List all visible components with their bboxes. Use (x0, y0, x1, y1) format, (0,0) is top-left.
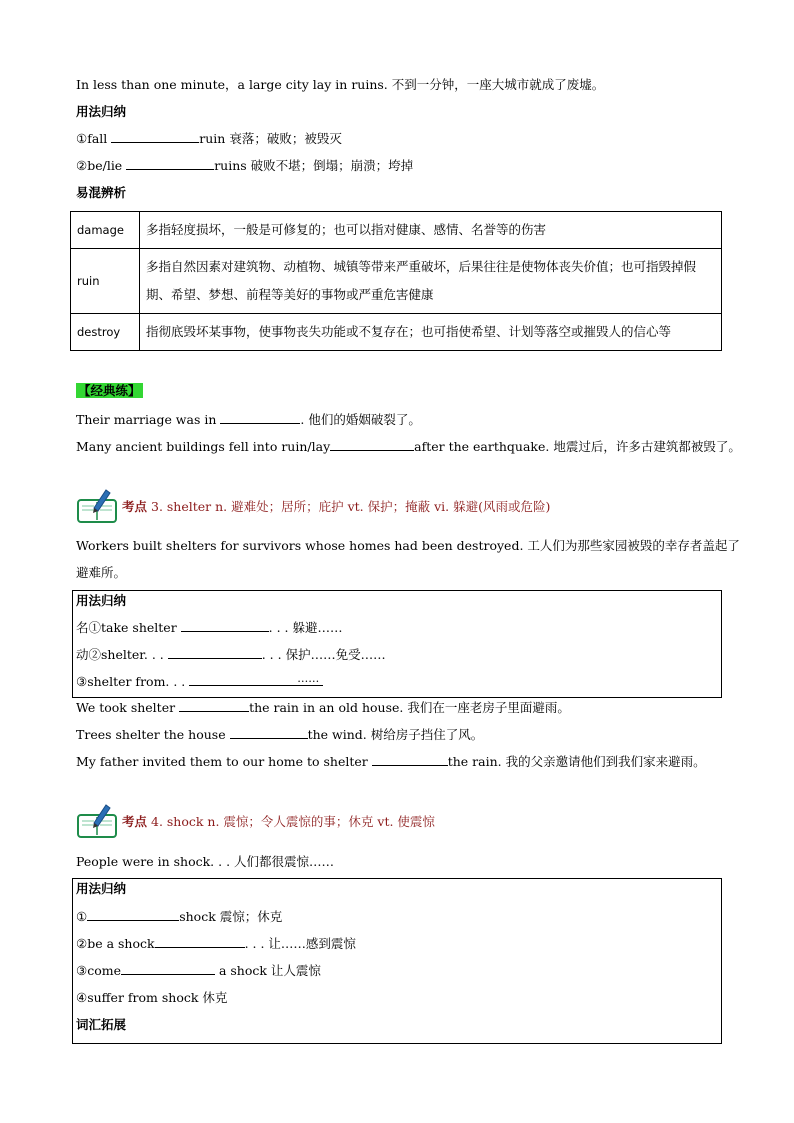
example-sentence-cont: 避难所。 (76, 565, 127, 580)
expand-heading: 词汇拓展 (76, 1017, 127, 1032)
blank-dots: …… (297, 672, 320, 685)
kaodian-text: 3. shelter n. 避难处；居所；庇护 vt. 保护；掩蔽 vi. 躲避(风雨或危险) (147, 499, 551, 514)
table-cell-word: ruin (71, 249, 140, 314)
usage-heading: 用法归纳 (76, 593, 127, 608)
notebook-pen-icon (76, 488, 120, 524)
usage-prefix: ③shelter from. . . (76, 674, 190, 689)
table-row (71, 249, 722, 314)
fill-blank[interactable] (189, 674, 323, 686)
fill-blank[interactable] (220, 412, 300, 424)
practice-item (76, 412, 421, 428)
usage-prefix: ②be a shock (76, 936, 155, 951)
usage-suffix: . . . 让……感到震惊 (244, 936, 356, 951)
fill-blank[interactable] (230, 727, 308, 739)
kaodian-label: 考点 (122, 499, 148, 514)
kaodian-header (76, 803, 435, 839)
usage-prefix: 名①take shelter (76, 620, 181, 635)
usage-item (76, 936, 356, 952)
example-sentence: Workers built shelters for survivors whose homes had been destroyed. 工人们为那些家园被毁的幸存者盖起了 (76, 538, 740, 553)
table-row (71, 212, 722, 249)
example-item (76, 700, 570, 716)
usage-suffix: a shock 让人震惊 (214, 963, 321, 978)
fill-blank[interactable] (330, 439, 414, 451)
usage-suffix: shock 震惊；休克 (179, 909, 283, 924)
fill-blank[interactable] (179, 700, 249, 712)
example-suffix: the rain in an old house. 我们在一座老房子里面避雨。 (249, 700, 570, 715)
usage-suffix: . . . 躲避…… (268, 620, 343, 635)
example-sentence: People were in shock. . . 人们都很震惊…… (76, 854, 335, 869)
practice-tag: 【经典练】 (78, 383, 141, 398)
practice-suffix: . 他们的婚姻破裂了。 (300, 412, 421, 427)
kaodian-text: 4. shock n. 震惊；令人震惊的事；休克 vt. 使震惊 (147, 814, 435, 829)
fill-blank[interactable] (111, 131, 199, 143)
usage-prefix: ③come (76, 963, 121, 978)
usage-item (76, 963, 321, 979)
practice-prefix: Many ancient buildings fell into ruin/lay (76, 439, 331, 454)
usage-item (76, 647, 386, 663)
usage-heading: 用法归纳 (76, 104, 127, 119)
fill-blank[interactable] (181, 620, 269, 632)
usage-suffix: ruins 破败不堪；倒塌；崩溃；垮掉 (214, 158, 414, 173)
table-cell-desc: 多指轻度损坏，一般是可修复的；也可以指对健康、感情、名誉等的伤害 (140, 212, 722, 249)
practice-prefix: Their marriage was in (76, 412, 221, 427)
fill-blank[interactable] (126, 158, 214, 170)
example-prefix: We took shelter (76, 700, 180, 715)
usage-prefix: ① (76, 909, 88, 924)
usage-item (76, 620, 343, 636)
example-prefix: Trees shelter the house (76, 727, 230, 742)
fill-blank[interactable] (121, 963, 215, 975)
fill-blank[interactable] (87, 909, 179, 921)
example-suffix: the rain. 我的父亲邀请他们到我们家来避雨。 (447, 754, 706, 769)
usage-prefix: ①fall (76, 131, 112, 146)
usage-prefix: 动②shelter. . . (76, 647, 168, 662)
usage-heading: 用法归纳 (76, 881, 127, 896)
usage-item: ④suffer from shock 休克 (76, 990, 228, 1005)
usage-item (76, 131, 342, 147)
confusion-heading: 易混辨析 (76, 185, 127, 200)
table-row (71, 314, 722, 351)
usage-item (76, 674, 323, 690)
usage-prefix: ②be/lie (76, 158, 127, 173)
example-item (76, 754, 706, 770)
usage-suffix: . . . 保护……免受…… (261, 647, 386, 662)
usage-suffix: ruin 衰落；破败；被毁灭 (199, 131, 342, 146)
kaodian-title (122, 497, 550, 515)
example-sentence: In less than one minute，a large city lay in ruins. 不到一分钟，一座大城市就成了废墟。 (76, 77, 605, 92)
usage-box (72, 878, 722, 1044)
usage-item (76, 909, 282, 925)
kaodian-label: 考点 (122, 814, 148, 829)
example-item (76, 727, 483, 743)
practice-item (76, 439, 741, 455)
table-cell-desc: 指彻底毁坏某事物，使事物丧失功能或不复存在；也可指使希望、计划等落空或摧毁人的信心等 (140, 314, 722, 351)
usage-item (76, 158, 413, 174)
practice-suffix: after the earthquake. 地震过后，许多古建筑都被毁了。 (414, 439, 741, 454)
kaodian-title (122, 812, 435, 830)
table-cell-word: damage (71, 212, 140, 249)
table-cell-desc: 多指自然因素对建筑物、动植物、城镇等带来严重破坏，后果往往是使物体丧失价值；也可指毁掉假期、希望、梦想、前程等美好的事物或严重危害健康 (140, 249, 722, 314)
table-cell-word: destroy (71, 314, 140, 351)
fill-blank[interactable] (155, 936, 245, 948)
notebook-pen-icon (76, 803, 120, 839)
comparison-table (70, 211, 722, 351)
example-prefix: My father invited them to our home to shelter (76, 754, 372, 769)
fill-blank[interactable] (168, 647, 262, 659)
example-suffix: the wind. 树给房子挡住了风。 (307, 727, 484, 742)
kaodian-header (76, 488, 551, 524)
fill-blank[interactable] (372, 754, 448, 766)
